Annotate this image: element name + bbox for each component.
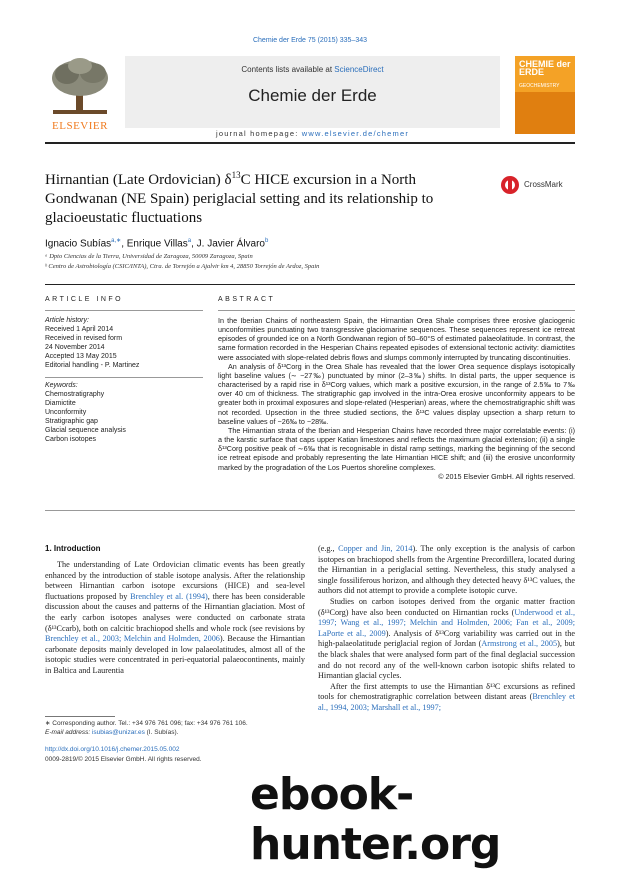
history-label: Article history: [45, 317, 89, 324]
info-rule [45, 310, 203, 311]
watermark-text: ebook-hunter.org [250, 769, 501, 870]
email-suffix: (I. Subías). [144, 728, 179, 736]
abstract-paragraph: The Hirnantian strata of the Iberian and Hesperian Chains have recorded three major correlatable events: (i) a the karstic surface that caps upper Katian limestones and reflects the maximum glacial extension; (ii) a single δ¹³Corg positive peak of ∼6‰ that is recognisable in distal ramp settings, marking the beginning of the second ice retreat episode and probably representing the late Hirnantian HICE shift; and (iii) the erosive unconformity marked by the progradation of the Los Puertos shoreline complexes. [218, 425, 575, 472]
homepage-link[interactable]: www.elsevier.de/chemer [301, 129, 410, 138]
contents-line [125, 65, 500, 74]
body-text: ), but the black shales that were analysed form part of the final deglacial succession and do not record any of the well-known carbon isotopic shifts related to Hirnantian glacial cycles. [318, 639, 575, 681]
email-note [45, 729, 305, 738]
homepage-prefix: journal homepage: [215, 129, 302, 138]
doi-link[interactable]: http://dx.doi.org/10.1016/j.chemer.2015.05.002 [45, 746, 180, 753]
keywords-label: Keywords: [45, 382, 78, 389]
keyword-item: Unconformity [45, 409, 87, 416]
article-title [45, 166, 485, 228]
tree-icon [45, 56, 115, 118]
cover-title: CHEMIE der ERDE [519, 59, 571, 77]
body-column-left [45, 560, 305, 677]
citation-link[interactable]: Brenchley et al., 2003; Melchin and Holmden, 2006 [45, 634, 220, 644]
author-affil-link[interactable]: b [265, 238, 269, 244]
body-text: ). The only exception is the analysis of carbon isotopes on brachiopod shells from the Argentine Precordillera, located during the Hirnantian in a periglacial setting. Nevertheless, this study analysed a single fossiliferous horizon, and although they detected heavy δ¹³C values, the authors did not attempt to provide a complete isotopic curve. [318, 544, 575, 596]
email-label: E-mail address: [45, 728, 92, 736]
journal-title: Chemie der Erde [248, 86, 377, 105]
body-text: , there has been considerable discussion about the causes and patterns of the Hirnantian glaciation. Most of the early carbon isotopes analyses were conducted on carbonate strata (δ¹³Ccarb), both on calcitic brachiopod shells and whole rock (see revisions by [45, 591, 306, 633]
keywords-list [45, 381, 203, 444]
author-name: Ignacio Subías [45, 238, 112, 250]
affiliation-b: ᵇ Centro de Astrobiología (CSIC/INTA), Ctra. de Torrejón a Ajalvir km 4, 28850 Torrejón de Ardoz, Spain [45, 263, 320, 270]
section-heading-introduction: 1. Introduction [45, 544, 101, 553]
keyword-item: Stratigraphic gap [45, 418, 98, 425]
crossmark-icon [500, 175, 520, 195]
abstract-heading: ABSTRACT [218, 296, 276, 303]
citation-link[interactable]: Brenchley et al. (1994) [130, 591, 208, 601]
author-list [45, 237, 268, 249]
corresponding-author-note: ∗ Corresponding author. Tel.: +34 976 761 096; fax: +34 976 761 106. [45, 720, 248, 727]
elsevier-tree-logo [45, 56, 115, 134]
cover-band [515, 92, 575, 134]
abstract-paragraph: An analysis of δ¹³Corg in the Orea Shale has revealed that the lower Orea sequence displays isotopically light baseline values (∼ −27‰) punctuated by minor (2–3‰) shifts. In distal parts, the upper sequence is characterised by a rapid rise in δ¹³Corg values, which mark a positive excursion, in the range of 2.5‰ to 7‰ over 40 cm of thickness. The stratigraphic gap involved in the intra-Orea erosive unconformity appears to be greater both in proximal exposures and slope-related (Hesperian) areas, where the chemostratigraphic shift was not recorded. Upsection in the three studied sections, the δ¹³C values display upsection a sharp return to baseline values of −26‰ to −28‰. [218, 361, 575, 426]
title-part-1: Hirnantian (Late Ordovician) δ [45, 172, 232, 188]
keyword-item: Glacial sequence analysis [45, 427, 126, 434]
abstract-rule [218, 310, 575, 311]
journal-citation[interactable]: Chemie der Erde 75 (2015) 335–343 [252, 37, 368, 44]
journal-banner [45, 56, 575, 138]
body-text: The understanding of Late Ordovician climatic events has been greatly enhanced by the introduction of stable isotope analysis. After the relationship between Hirnantian carbon isotope excursions (HICE) and sea-level fluctuations proposed by [45, 560, 305, 601]
publisher-wordmark: ELSEVIER [52, 120, 108, 132]
homepage-line [125, 129, 500, 138]
journal-masthead [125, 56, 500, 128]
body-paragraph [45, 560, 305, 677]
author-name: , J. Javier Álvaro [191, 238, 265, 250]
body-text: After the first attempts to use the Hirnantian δ¹³C excursions as refined tools for chemostratigraphic correlation between distant areas ( [318, 681, 575, 702]
affiliation-a: ᵃ Dpto Ciencias de la Tierra, Universidad de Zaragoza, 50009 Zaragoza, Spain [45, 253, 253, 260]
history-item: Received in revised form [45, 335, 123, 342]
article-info-heading: ARTICLE INFO [45, 296, 124, 303]
body-text: ). Because the Hirnantian carbonate deposits mainly developed in low palaeolatitudes, almost all of the isotopic studies were concentrated in peri-equatorial palaeocontinents, mainly in Baltica and Laurentia [45, 634, 305, 675]
sciencedirect-link[interactable]: ScienceDirect [334, 65, 384, 74]
history-item: Accepted 13 May 2015 [45, 353, 117, 360]
body-text: ). Analysis of δ¹³Corg variability was carried out in the high-palaeolatitude periglacial region of Jordan ( [318, 628, 575, 649]
abstract-paragraph: In the Iberian Chains of northeastern Spain, the Hirnantian Orea Shale comprises three erosive glaciogenic unconformities punctuating two transgressive glaciomarine sequences. These sequences represent ice retreat episodes of grounded ice on a North Gondwanan region of 50–60°S of estimated palaeolatitude. In contrast, the same formation recorded in the Hesperian Chains repeated episodes of extensional tectonic activity: diamictites were associated with slope-related debris flows and slumps commonly interrupted by truncating discontinuities. [218, 316, 575, 362]
author-affil-link[interactable]: a,∗ [111, 238, 122, 244]
author-name: , Enrique Villas [121, 238, 188, 250]
footnote-rule [45, 716, 115, 717]
keyword-item: Chemostratigraphy [45, 391, 105, 398]
body-paragraph [318, 597, 575, 682]
body-rule [45, 510, 575, 511]
keyword-item: Diamictite [45, 400, 76, 407]
header-rule [45, 142, 575, 144]
footnote [45, 720, 305, 737]
keywords-rule [45, 377, 203, 378]
citation-link[interactable]: Underwood et al., 1997; Wang et al., 1997; Melchin and Holmden, 2006; Fan et al., 2009; LaPorte et al., 2009 [318, 607, 575, 638]
cover-subtitle: GEOCHEMISTRY [519, 83, 560, 89]
abstract-body [218, 316, 575, 481]
watermark [250, 769, 590, 870]
article-history [45, 316, 203, 370]
issn-line: 0009-2819/© 2015 Elsevier GmbH. All rights reserved. [45, 756, 202, 763]
crossmark-button[interactable] [500, 175, 580, 197]
journal-cover [515, 56, 575, 134]
body-text: (e.g., [318, 544, 339, 553]
title-part-2: C HICE excursion in a North Gondwanan (NE Spain) periglacial setting and its relationship to glacioeustatic fluctuations [45, 172, 434, 226]
keyword-item: Carbon isotopes [45, 436, 96, 443]
section-rule [45, 284, 575, 285]
history-item: Editorial handling - P. Martinez [45, 362, 140, 369]
title-sup: 13 [231, 170, 241, 180]
body-column-right [318, 544, 575, 714]
author-affil-link[interactable]: a [187, 238, 192, 244]
abstract-copyright: © 2015 Elsevier GmbH. All rights reserved. [438, 471, 575, 481]
body-text: Studies on carbon isotopes derived from the organic matter fraction (δ¹³Corg) have also been conducted on Hirnantian rocks ( [318, 596, 575, 617]
citation-link[interactable]: Brenchley et al., 1994, 2003; Marshall et al., 1997; [318, 692, 576, 712]
history-item: 24 November 2014 [45, 344, 105, 351]
history-item: Received 1 April 2014 [45, 326, 114, 333]
body-paragraph [318, 544, 575, 597]
citation-link[interactable]: Copper and Jin, 2014 [338, 544, 413, 553]
crossmark-label: CrossMark [524, 180, 563, 189]
citation-link[interactable]: Armstrong et al., 2005 [481, 639, 558, 649]
contents-prefix: Contents lists available at [241, 65, 335, 74]
email-link[interactable]: isubias@unizar.es [91, 728, 145, 736]
body-paragraph [318, 682, 575, 714]
